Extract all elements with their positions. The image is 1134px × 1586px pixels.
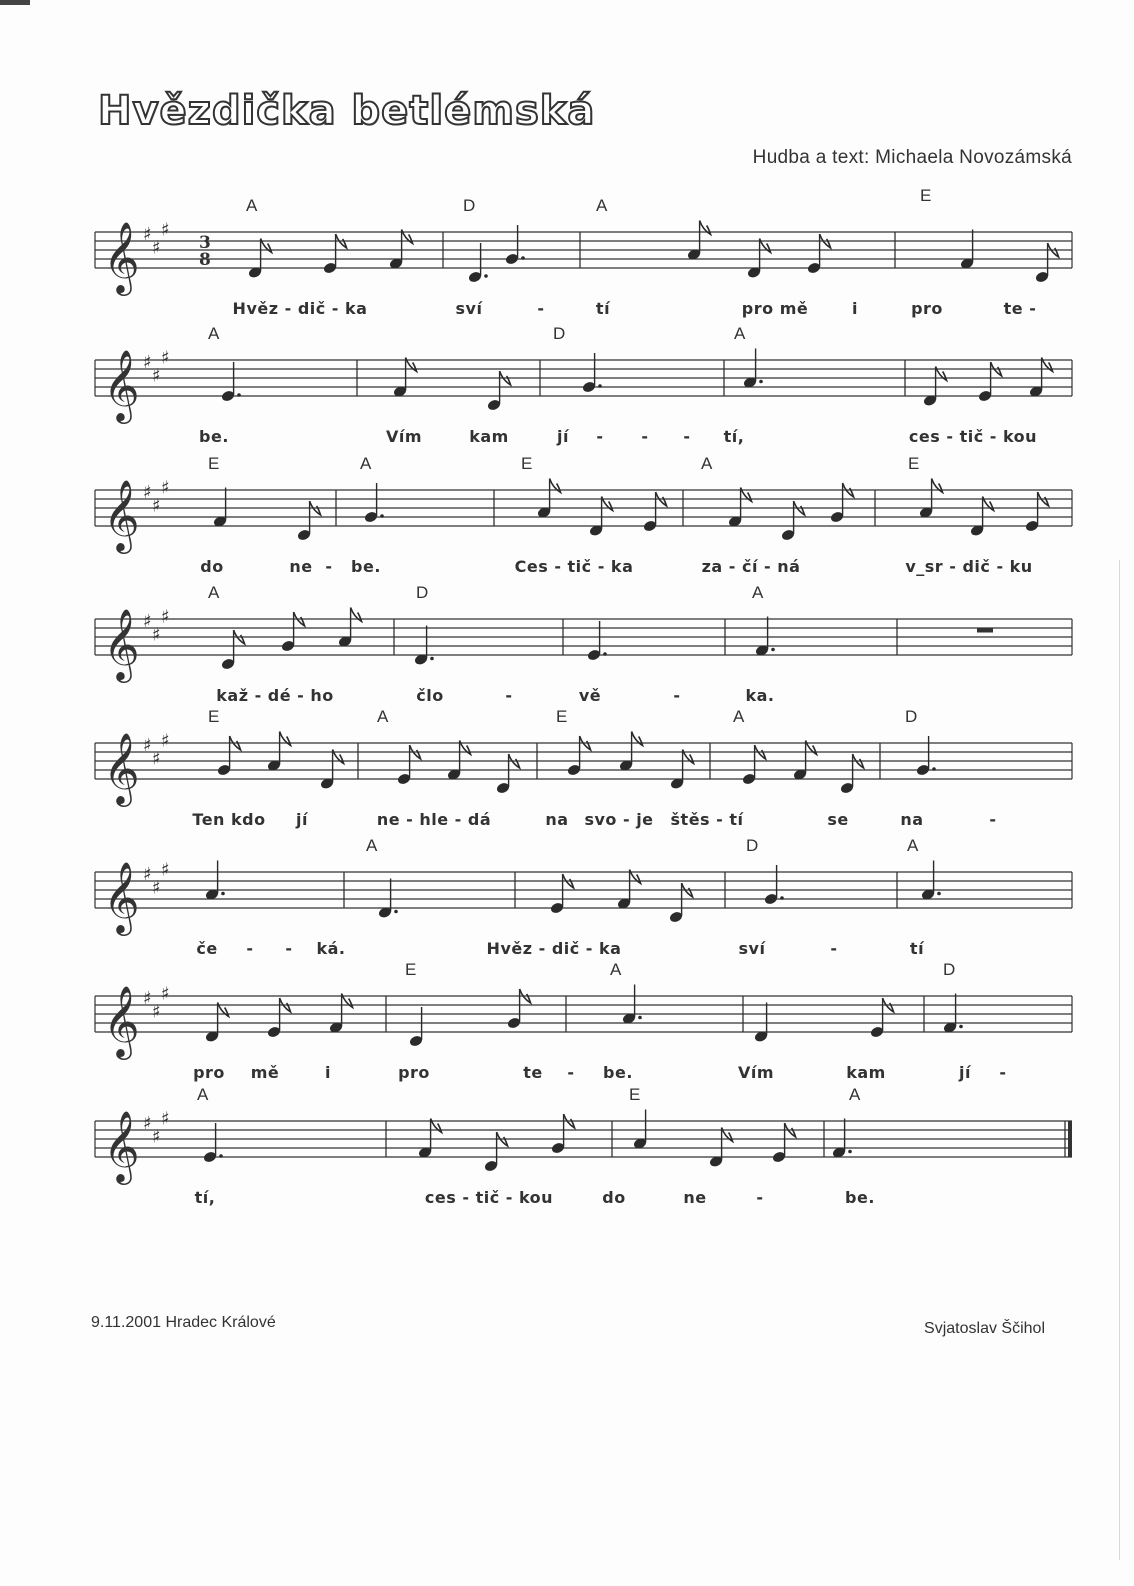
lyric-syllable: pro: [398, 1063, 430, 1082]
lyric-syllable: -: [505, 686, 513, 705]
chord-symbol: E: [908, 454, 920, 473]
sharp-sign-icon: ♯: [152, 365, 161, 387]
lyric-syllable: -: [641, 427, 649, 446]
lyric-syllable: -: [285, 939, 293, 958]
note: [297, 501, 321, 542]
note-dot: [848, 1150, 852, 1154]
lyric-syllable: tí: [595, 299, 611, 318]
lyric-syllable: ne: [289, 557, 313, 576]
time-signature-top: 3: [199, 233, 211, 253]
lyric-syllable: Vím: [737, 1063, 775, 1082]
sharp-sign-icon: ♯: [143, 988, 152, 1009]
lyric-syllable: pro: [193, 1063, 225, 1082]
note: [1035, 243, 1059, 284]
note-dot: [638, 1016, 642, 1020]
lyric-syllable: kaž - dé - ho: [216, 686, 334, 705]
lyric-syllable: -: [830, 939, 838, 958]
chord-symbol: A: [208, 583, 220, 602]
lyric-syllable: jí: [959, 1063, 971, 1082]
note: [221, 630, 245, 671]
lyric-syllable: ne - hle - dá: [376, 810, 492, 829]
chord-symbol: A: [197, 1085, 209, 1104]
note-dot: [932, 767, 936, 771]
lyric-syllable: vě: [578, 686, 602, 705]
note-dot: [771, 648, 775, 652]
lyric-syllable: na: [900, 810, 924, 829]
sharp-sign-icon: ♯: [152, 495, 161, 517]
sharp-sign-icon: ♯: [152, 748, 161, 770]
chord-symbol: D: [746, 836, 759, 855]
lyric-syllable: -: [246, 939, 254, 958]
chord-symbol: E: [405, 960, 417, 979]
lyric-syllable: kam: [469, 427, 509, 446]
treble-clef-icon: 𝄞: [103, 348, 140, 421]
note: [781, 501, 805, 542]
chord-symbol: A: [849, 1085, 861, 1104]
lyric-syllable: be.: [845, 1188, 875, 1207]
staff-system-3: [0, 444, 1134, 584]
lyric-syllable: -: [989, 810, 997, 829]
lyric-syllable: v_sr - dič - ku: [905, 557, 1033, 576]
sharp-sign-icon: ♯: [161, 730, 170, 752]
note: [484, 1132, 508, 1173]
chord-symbol: A: [596, 196, 608, 215]
sharp-sign-icon: ♯: [152, 1126, 161, 1148]
note-dot: [394, 910, 398, 914]
lyric-syllable: tí,: [194, 1188, 216, 1207]
lyric-syllable: sví: [455, 299, 483, 318]
note-dot: [521, 256, 525, 260]
sharp-sign-icon: ♯: [143, 224, 152, 245]
lyric-syllable: svo - je: [584, 810, 654, 829]
chord-symbol: E: [208, 707, 220, 726]
lyric-syllable: -: [673, 686, 681, 705]
lyric-syllable: ne: [683, 1188, 707, 1207]
lyric-syllable: ká.: [316, 939, 346, 958]
date-place: 9.11.2001 Hradec Králové: [91, 1314, 276, 1331]
lyric-syllable: jí: [557, 427, 569, 446]
treble-clef-icon: 𝄞: [103, 984, 140, 1057]
note: [840, 754, 864, 795]
note-dot: [959, 1025, 963, 1029]
lyric-syllable: te: [523, 1063, 543, 1082]
sharp-sign-icon: ♯: [152, 624, 161, 646]
lyric-syllable: tí: [909, 939, 925, 958]
sharp-sign-icon: ♯: [143, 735, 152, 756]
lyric-syllable: do: [602, 1188, 626, 1207]
song-title: Hvězdička betlémská: [98, 88, 596, 134]
chord-symbol: A: [366, 836, 378, 855]
song-credit: Hudba a text: Michaela Novozámská: [752, 147, 1072, 168]
lyric-syllable: kam: [846, 1063, 886, 1082]
treble-clef-icon: 𝄞: [103, 220, 140, 293]
lyric-syllable: mě: [250, 1063, 280, 1082]
lyric-syllable: ka.: [745, 686, 775, 705]
lyric-syllable: -: [537, 299, 545, 318]
chord-symbol: A: [734, 324, 746, 343]
sharp-sign-icon: ♯: [161, 477, 170, 499]
chord-symbol: A: [246, 196, 258, 215]
lyric-syllable: i: [852, 299, 858, 318]
sharp-sign-icon: ♯: [143, 864, 152, 885]
chord-symbol: A: [701, 454, 713, 473]
lyric-syllable: se: [827, 810, 849, 829]
lyric-syllable: pro mě: [741, 299, 809, 318]
lyric-syllable: be.: [351, 557, 381, 576]
sharp-sign-icon: ♯: [152, 877, 161, 899]
staff-system-7: [0, 950, 1134, 1090]
whole-rest: [977, 628, 993, 633]
chord-symbol: D: [905, 707, 918, 726]
lyric-syllable: sví: [738, 939, 766, 958]
chord-symbol: E: [208, 454, 220, 473]
lyric-syllable: be.: [603, 1063, 633, 1082]
treble-clef-icon: 𝄞: [103, 731, 140, 804]
chord-symbol: D: [463, 196, 476, 215]
treble-clef-icon: 𝄞: [103, 478, 140, 551]
sharp-sign-icon: ♯: [161, 219, 170, 241]
arranger-name: Svjatoslav Ščihol: [924, 1320, 1045, 1337]
note-dot: [598, 384, 602, 388]
chord-symbol: D: [553, 324, 566, 343]
note: [409, 1007, 424, 1048]
lyric-syllable: i: [325, 1063, 331, 1082]
lyric-syllable: tí,: [723, 427, 745, 446]
lyric-syllable: za - čí - ná: [701, 557, 801, 576]
staff-system-2: [0, 314, 1134, 454]
sharp-sign-icon: ♯: [161, 606, 170, 628]
treble-clef-icon: 𝄞: [103, 1109, 140, 1182]
lyric-syllable: Ten kdo: [192, 810, 266, 829]
sharp-sign-icon: ♯: [161, 347, 170, 369]
sharp-sign-icon: ♯: [161, 983, 170, 1005]
chord-symbol: E: [629, 1085, 641, 1104]
lyric-syllable: -: [999, 1063, 1007, 1082]
lyric-syllable: pro: [911, 299, 943, 318]
chord-symbol: E: [521, 454, 533, 473]
sharp-sign-icon: ♯: [143, 611, 152, 632]
staff-system-5: [0, 697, 1134, 837]
sharp-sign-icon: ♯: [161, 1108, 170, 1130]
chord-symbol: A: [377, 707, 389, 726]
chord-symbol: E: [920, 186, 932, 205]
sharp-sign-icon: ♯: [152, 1001, 161, 1023]
chord-symbol: A: [610, 960, 622, 979]
sharp-sign-icon: ♯: [143, 352, 152, 373]
chord-symbol: A: [208, 324, 220, 343]
staff-system-4: [0, 573, 1134, 713]
final-barline-thick: [1068, 1121, 1072, 1157]
sharp-sign-icon: ♯: [152, 237, 161, 259]
treble-clef-icon: 𝄞: [103, 860, 140, 933]
note-dot: [221, 892, 225, 896]
lyric-syllable: Vím: [385, 427, 423, 446]
sharp-sign-icon: ♯: [143, 1113, 152, 1134]
time-signature-bottom: 8: [199, 250, 211, 270]
lyric-syllable: Hvěz - dič - ka: [232, 299, 368, 318]
lyric-syllable: -: [756, 1188, 764, 1207]
treble-clef-icon: 𝄞: [103, 607, 140, 680]
chord-symbol: A: [733, 707, 745, 726]
note: [496, 754, 520, 795]
note-dot: [484, 274, 488, 278]
staff-system-6: [0, 826, 1134, 966]
note-dot: [759, 380, 763, 384]
note: [487, 371, 511, 412]
lyric-syllable: -: [683, 427, 691, 446]
note-dot: [780, 896, 784, 900]
staff-system-8: [0, 1075, 1134, 1215]
chord-symbol: D: [943, 960, 956, 979]
lyric-syllable: štěs - tí: [670, 810, 744, 829]
lyric-syllable: ces - tič - kou: [424, 1188, 554, 1207]
note: [669, 883, 693, 924]
note-dot: [603, 652, 607, 656]
lyric-syllable: na: [545, 810, 569, 829]
note-dot: [237, 393, 241, 397]
lyric-syllable: be.: [199, 427, 229, 446]
note: [468, 243, 488, 284]
lyric-syllable: -: [567, 1063, 575, 1082]
note-dot: [937, 892, 941, 896]
lyric-syllable: jí: [296, 810, 308, 829]
lyric-syllable: če: [196, 939, 218, 958]
chord-symbol: E: [556, 707, 568, 726]
chord-symbol: A: [752, 583, 764, 602]
lyric-syllable: Hvěz - dič - ka: [486, 939, 622, 958]
sharp-sign-icon: ♯: [143, 482, 152, 503]
note-dot: [430, 657, 434, 661]
lyric-syllable: -: [325, 557, 333, 576]
lyric-syllable: ces - tič - kou: [908, 427, 1038, 446]
lyric-syllable: do: [200, 557, 224, 576]
lyric-syllable: Ces - tič - ka: [514, 557, 634, 576]
note-dot: [219, 1154, 223, 1158]
chord-symbol: D: [416, 583, 429, 602]
lyric-syllable: -: [596, 427, 604, 446]
staff-system-1: [0, 186, 1134, 326]
chord-symbol: A: [360, 454, 372, 473]
lyric-syllable: te -: [1003, 299, 1037, 318]
sharp-sign-icon: ♯: [161, 859, 170, 881]
chord-symbol: A: [907, 836, 919, 855]
note-dot: [380, 514, 384, 518]
lyric-syllable: člo: [416, 686, 444, 705]
